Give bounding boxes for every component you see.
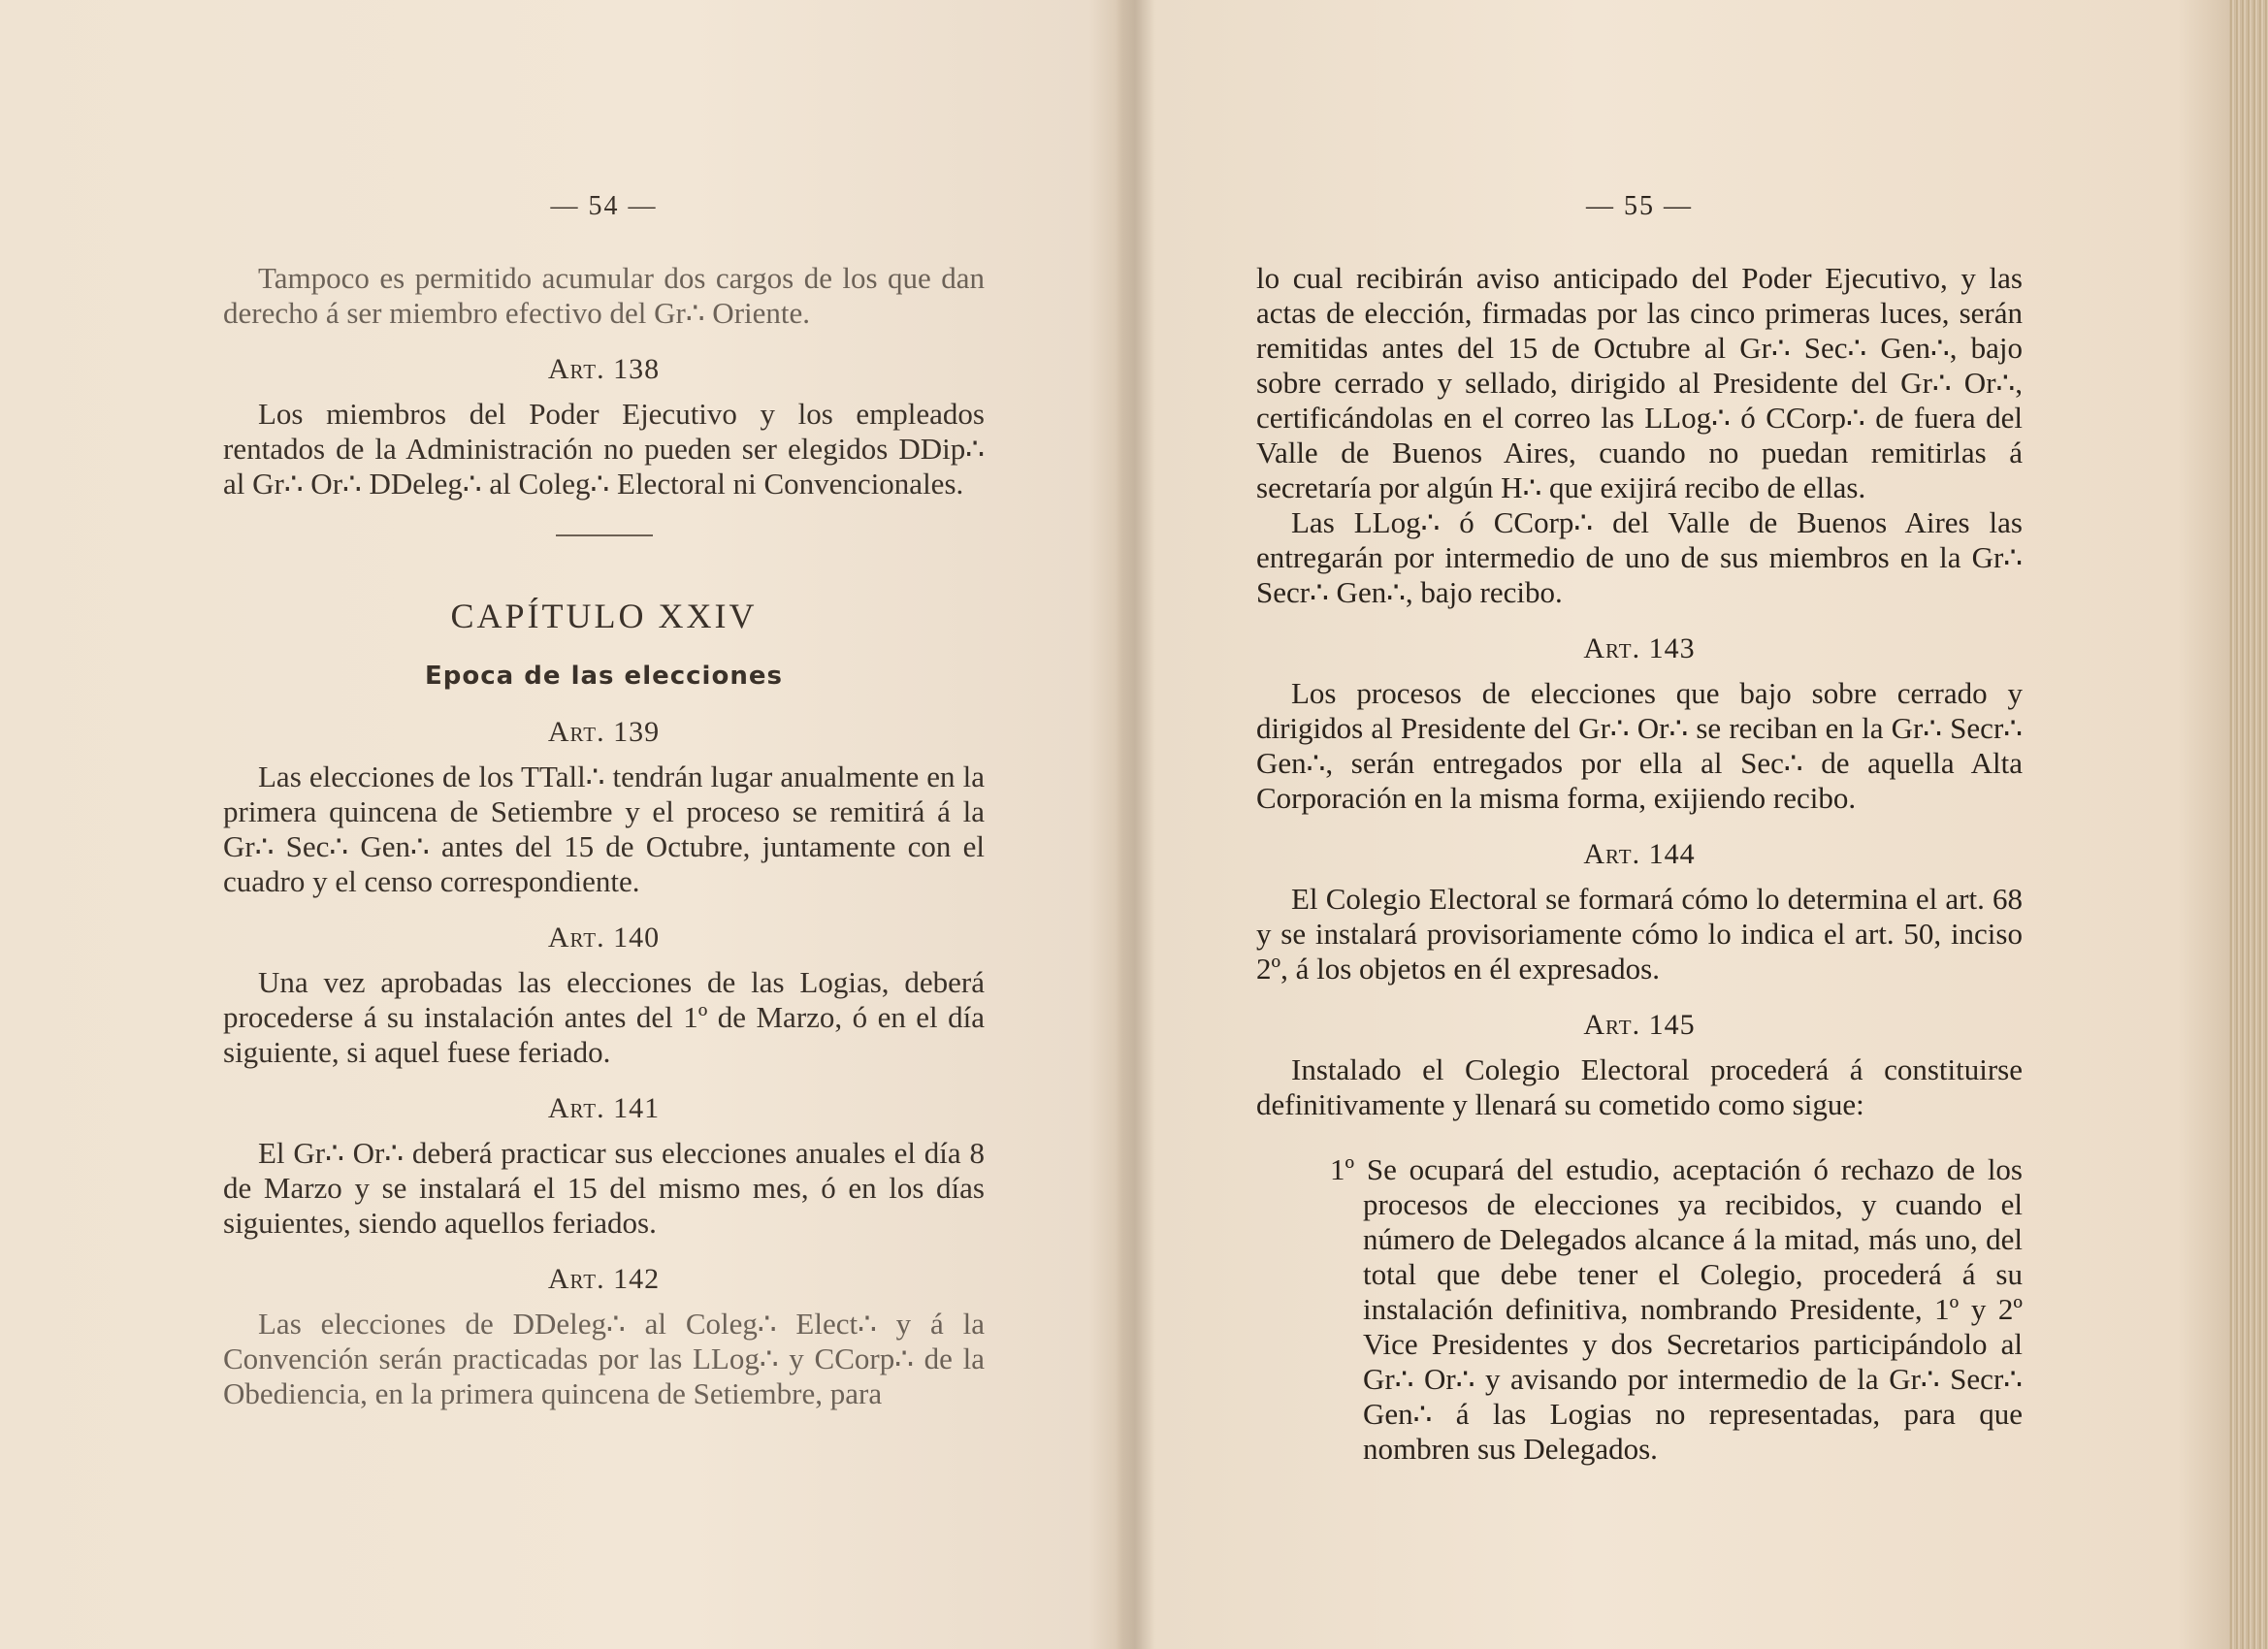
book-gutter: [1116, 0, 1154, 1649]
paragraph: Las elecciones de DDeleg∴ al Coleg∴ Elect∴ y á la Convención serán practicadas por las LLog∴ y CCorp∴ de la Obediencia, en la primera quincena de Setiembre, para: [223, 1307, 985, 1410]
paragraph: Las elecciones de los TTall∴ tendrán lugar anualmente en la primera quincena de Setiembre y el proceso se remitirá á la Gr∴ Sec∴ Gen∴ antes del 15 de Octubre, juntamente con el cuadro y el censo correspondiente.: [223, 760, 985, 898]
article-heading: Art. 138: [547, 353, 661, 385]
paragraph: Los miembros del Poder Ejecutivo y los empleados rentados de la Administración no pueden ser elegidos DDip∴ al Gr∴ Or∴ DDeleg∴ al Coleg∴ Electoral ni Convencionales.: [223, 397, 985, 501]
paragraph: Los procesos de elecciones que bajo sobre cerrado y dirigidos al Presidente del Gr∴ Or∴ se reciban en la Gr∴ Secr∴ Gen∴, serán entregados por ella al Sec∴ de aquella Alta Corporación en la misma forma, exijiendo recibo.: [1256, 676, 2023, 815]
paragraph: Tampoco es permitido acumular dos cargos de los que dan derecho á ser miembro efectivo del Gr∴ Oriente.: [223, 261, 985, 330]
article-heading: Art. 140: [547, 922, 661, 954]
left-page: [223, 189, 985, 1411]
page-number: — 54 —: [550, 191, 658, 221]
chapter-title: CAPÍTULO XXIV: [450, 597, 758, 635]
list-item: 1º Se ocupará del estudio, aceptación ó rechazo de los procesos de elecciones ya recibidos, y cuando el número de Delegados alcance á la mitad, más uno, del total que debe tener el Colegio, procederá á su instalación definitiva, nombrando Presidente, 1º y 2º Vice Presidentes y dos Secretarios participándolo al Gr∴ Or∴ y avisando por intermedio de la Gr∴ Secr∴ Gen∴ á las Logias no representadas, para que nombren sus Delegados.: [1330, 1152, 2023, 1466]
article-heading: Art. 144: [1583, 838, 1696, 870]
paragraph: Una vez aprobadas las elecciones de las Logias, deberá procederse á su instalación antes del 1º de Marzo, ó en el día siguiente, si aquel fuese feriado.: [223, 965, 985, 1069]
paragraph: El Colegio Electoral se formará cómo lo determina el art. 68 y se instalará provisoriamente cómo lo indica el art. 50, inciso 2º, á los objetos en él expresados.: [1256, 882, 2023, 986]
paragraph: Instalado el Colegio Electoral procederá á constituirse definitivamente y llenará su cometido como sigue:: [1256, 1052, 2023, 1121]
article-heading: Art. 141: [547, 1092, 661, 1124]
article-heading: Art. 143: [1583, 632, 1696, 664]
section-divider: [556, 534, 653, 536]
paragraph: lo cual recibirán aviso anticipado del Poder Ejecutivo, y las actas de elección, firmadas por las cinco primeras luces, serán remitidas antes del 15 de Octubre al Gr∴ Sec∴ Gen∴, bajo sobre cerrado y sellado, dirigido al Presidente del Gr∴ Or∴, certificándolas en el correo las LLog∴ ó CCorp∴ de fuera del Valle de Buenos Aires, cuando no puedan remitirlas á secretaría por algún H∴ que exijirá recibo de ellas.: [1256, 261, 2023, 504]
paragraph: Las LLog∴ ó CCorp∴ del Valle de Buenos Aires las entregarán por intermedio de uno de sus miembros en la Gr∴ Secr∴ Gen∴, bajo recibo.: [1256, 505, 2023, 609]
article-heading: Art. 142: [547, 1263, 661, 1295]
article-heading: Art. 139: [547, 716, 661, 748]
paragraph: El Gr∴ Or∴ deberá practicar sus elecciones anuales el día 8 de Marzo y se instalará el 15 del mismo mes, ó en los días siguientes, siendo aquellos feriados.: [223, 1136, 985, 1240]
right-page: [1256, 189, 2023, 1497]
chapter-subtitle: Epoca de las elecciones: [425, 662, 783, 691]
page-stack-edge: [2229, 0, 2268, 1649]
page-number: — 55 —: [1586, 191, 1693, 221]
article-heading: Art. 145: [1583, 1009, 1696, 1041]
